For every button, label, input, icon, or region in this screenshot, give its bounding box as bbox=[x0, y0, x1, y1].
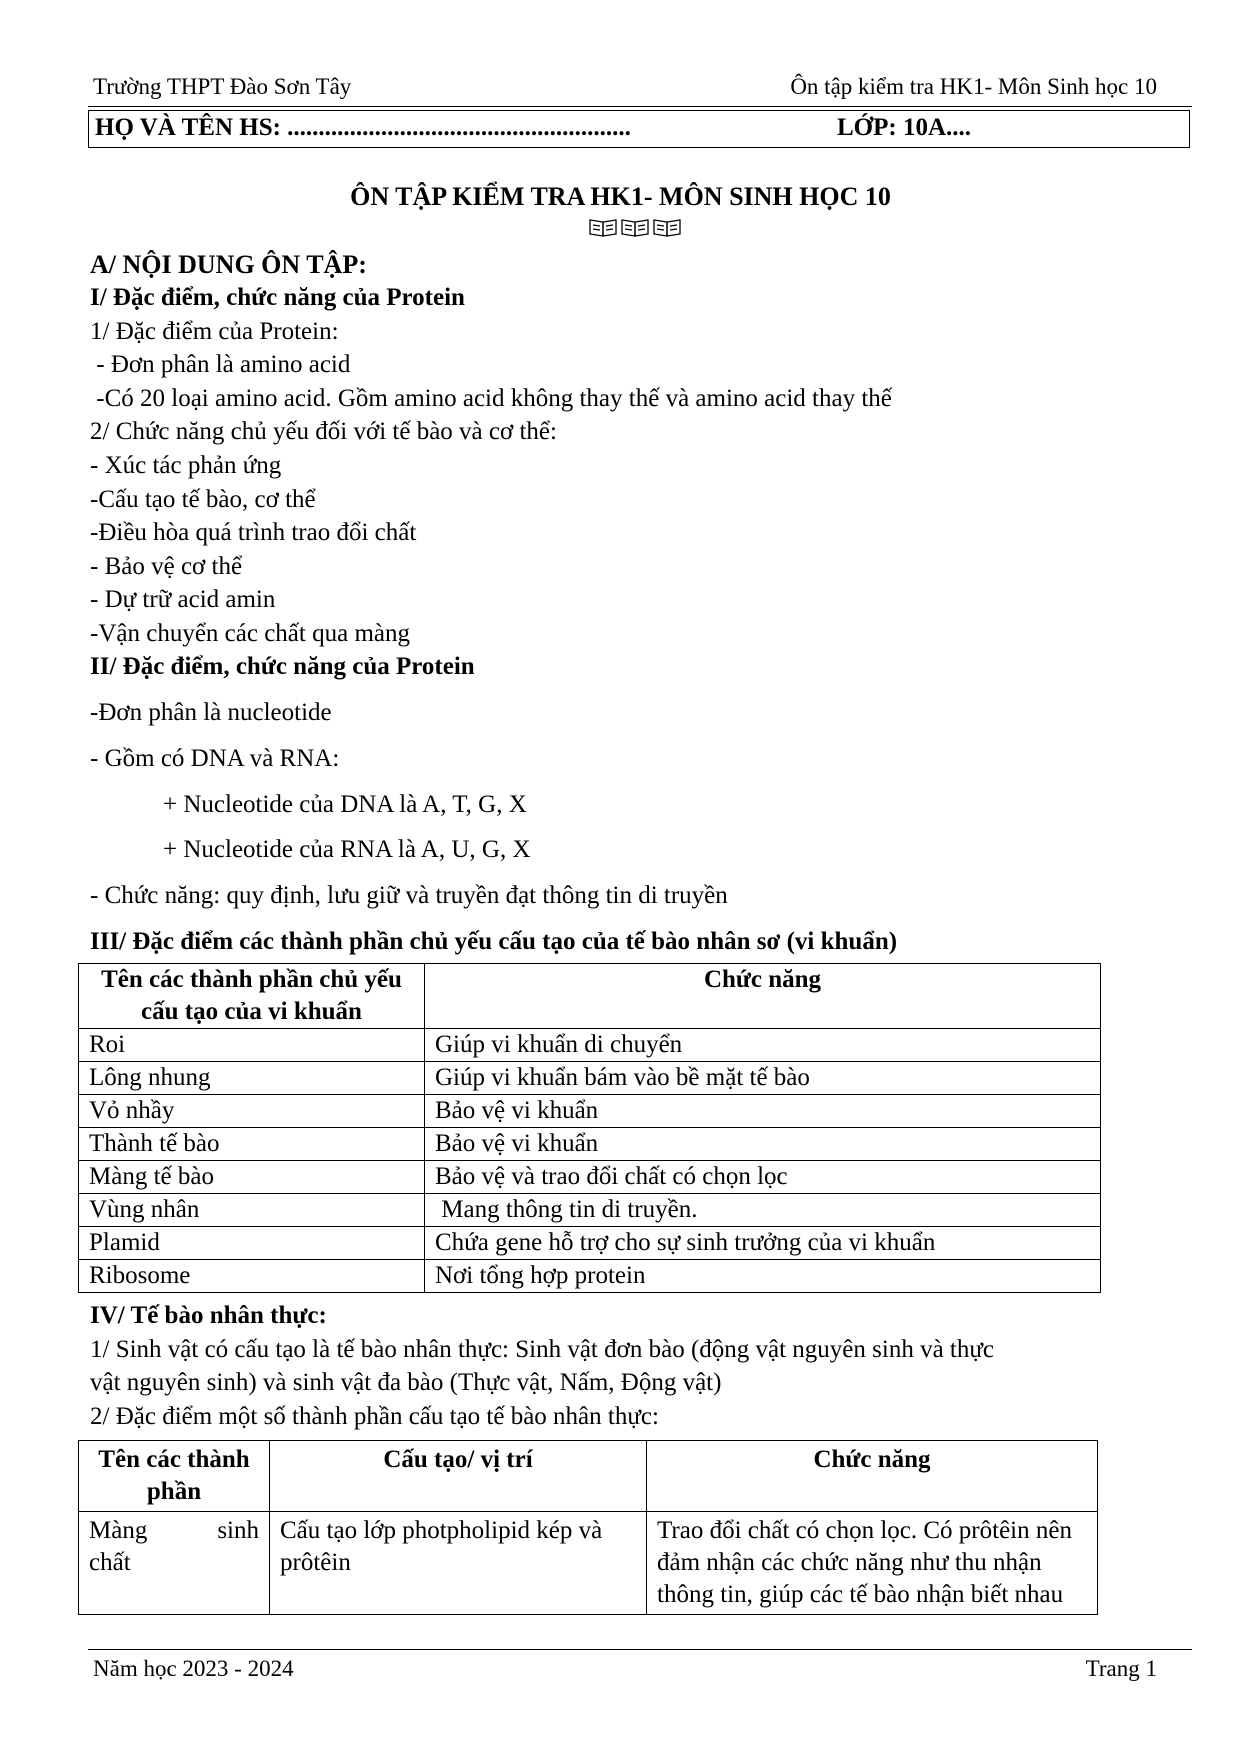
footer-divider bbox=[88, 1649, 1192, 1650]
table-header-cell: Tên các thành phần chủ yếu cấu tạo của vi khuẩn bbox=[79, 964, 425, 1029]
function-item: -Điều hòa quá trình trao đổi chất bbox=[90, 519, 417, 546]
function-item: -Vận chuyển các chất qua màng bbox=[90, 620, 410, 647]
table-row bbox=[79, 1095, 1101, 1128]
part2-line: + Nucleotide của RNA là A, U, G, X bbox=[163, 836, 531, 863]
open-book-icon bbox=[654, 220, 680, 236]
component-name: Lông nhung bbox=[79, 1062, 425, 1095]
section-a-heading: A/ NỘI DUNG ÔN TẬP: bbox=[90, 250, 367, 279]
book-icons bbox=[588, 216, 684, 238]
table-row bbox=[79, 1512, 1098, 1615]
component-function: Bảo vệ vi khuẩn bbox=[425, 1095, 1101, 1128]
component-name: Ribosome bbox=[79, 1260, 425, 1293]
school-name: Trường THPT Đào Sơn Tây bbox=[93, 74, 352, 99]
school-year: Năm học 2023 - 2024 bbox=[93, 1656, 294, 1681]
component-name-word: Màng bbox=[89, 1517, 148, 1544]
component-name-word: sinh bbox=[217, 1517, 259, 1544]
header-divider bbox=[88, 106, 1192, 107]
component-name: Vùng nhân bbox=[79, 1194, 425, 1227]
table-header-row bbox=[79, 964, 1101, 1029]
page-number: Trang 1 bbox=[1085, 1656, 1157, 1681]
component-function: Nơi tổng hợp protein bbox=[425, 1260, 1101, 1293]
component-function: Trao đổi chất có chọn lọc. Có prôtêin nên đảm nhận các chức năng như thu nhận thông tin, giúp các tế bào nhận biết nhau bbox=[647, 1512, 1098, 1615]
component-name: Vỏ nhầy bbox=[79, 1095, 425, 1128]
part4-line: 2/ Đặc điểm một số thành phần cấu tạo tế bào nhân thực: bbox=[90, 1403, 659, 1430]
component-function: Chứa gene hỗ trợ cho sự sinh trưởng của vi khuẩn bbox=[425, 1227, 1101, 1260]
table-row bbox=[79, 1260, 1101, 1293]
part2-heading: II/ Đặc điểm, chức năng của Protein bbox=[90, 653, 475, 680]
student-class-label: LỚP: 10A.... bbox=[837, 114, 972, 141]
component-name: Roi bbox=[79, 1029, 425, 1062]
header-subject-title: Ôn tập kiểm tra HK1- Môn Sinh học 10 bbox=[790, 74, 1157, 99]
part2-line: - Gồm có DNA và RNA: bbox=[90, 745, 340, 772]
component-name: Thành tế bào bbox=[79, 1128, 425, 1161]
component-name bbox=[79, 1512, 270, 1615]
function-item: - Dự trữ acid amin bbox=[90, 586, 276, 613]
table-row bbox=[79, 1227, 1101, 1260]
student-name-label: HỌ VÀ TÊN HS: ....................................................... bbox=[95, 114, 631, 141]
part2-line: -Đơn phân là nucleotide bbox=[90, 699, 332, 726]
table-header-cell: Chức năng bbox=[647, 1441, 1098, 1512]
component-function: Mang thông tin di truyền. bbox=[425, 1194, 1101, 1227]
table-row bbox=[79, 1029, 1101, 1062]
function-item: -Cấu tạo tế bào, cơ thể bbox=[90, 486, 316, 513]
function-item: - Bảo vệ cơ thể bbox=[90, 553, 243, 580]
student-info-box bbox=[88, 110, 1190, 148]
part1-sub2: 2/ Chức năng chủ yếu đối với tế bào và cơ thể: bbox=[90, 418, 557, 445]
part4-line: 1/ Sinh vật có cấu tạo là tế bào nhân thực: Sinh vật đơn bào (động vật nguyên sinh và thực bbox=[90, 1336, 995, 1363]
eukaryote-table bbox=[78, 1440, 1098, 1615]
open-book-icon bbox=[622, 220, 648, 236]
table-row bbox=[79, 1062, 1101, 1095]
component-name: Plamid bbox=[79, 1227, 425, 1260]
component-name: Màng tế bào bbox=[79, 1161, 425, 1194]
table-row bbox=[79, 1128, 1101, 1161]
prokaryote-table bbox=[78, 963, 1101, 1293]
part1-feature: - Đơn phân là amino acid bbox=[90, 351, 351, 378]
component-function: Giúp vi khuẩn bám vào bề mặt tế bào bbox=[425, 1062, 1101, 1095]
component-function: Bảo vệ vi khuẩn bbox=[425, 1128, 1101, 1161]
component-function: Giúp vi khuẩn di chuyển bbox=[425, 1029, 1101, 1062]
table-header-cell: Tên các thành phần bbox=[79, 1441, 270, 1512]
part1-feature: -Có 20 loại amino acid. Gồm amino acid không thay thế và amino acid thay thế bbox=[90, 385, 892, 412]
open-book-icon bbox=[590, 220, 616, 236]
table-row bbox=[79, 1194, 1101, 1227]
part1-heading: I/ Đặc điểm, chức năng của Protein bbox=[90, 284, 465, 311]
table-row bbox=[79, 1161, 1101, 1194]
document-title: ÔN TẬP KIỂM TRA HK1- MÔN SINH HỌC 10 bbox=[350, 182, 891, 211]
table-header-row bbox=[79, 1441, 1098, 1512]
part4-heading: IV/ Tế bào nhân thực: bbox=[90, 1302, 327, 1329]
part2-line: - Chức năng: quy định, lưu giữ và truyền đạt thông tin di truyền bbox=[90, 882, 728, 909]
table-header-cell: Chức năng bbox=[425, 964, 1101, 1029]
table-header-cell: Cấu tạo/ vị trí bbox=[270, 1441, 647, 1512]
part2-line: + Nucleotide của DNA là A, T, G, X bbox=[163, 791, 527, 818]
component-structure: Cấu tạo lớp photpholipid kép và prôtêin bbox=[270, 1512, 647, 1615]
part1-sub1: 1/ Đặc điểm của Protein: bbox=[90, 318, 339, 345]
component-name-word: chất bbox=[89, 1549, 131, 1576]
part4-line: vật nguyên sinh) và sinh vật đa bào (Thực vật, Nấm, Động vật) bbox=[90, 1369, 722, 1396]
function-item: - Xúc tác phản ứng bbox=[90, 452, 282, 479]
component-function: Bảo vệ và trao đổi chất có chọn lọc bbox=[425, 1161, 1101, 1194]
part3-heading: III/ Đặc điểm các thành phần chủ yếu cấu tạo của tế bào nhân sơ (vi khuẩn) bbox=[90, 928, 898, 955]
